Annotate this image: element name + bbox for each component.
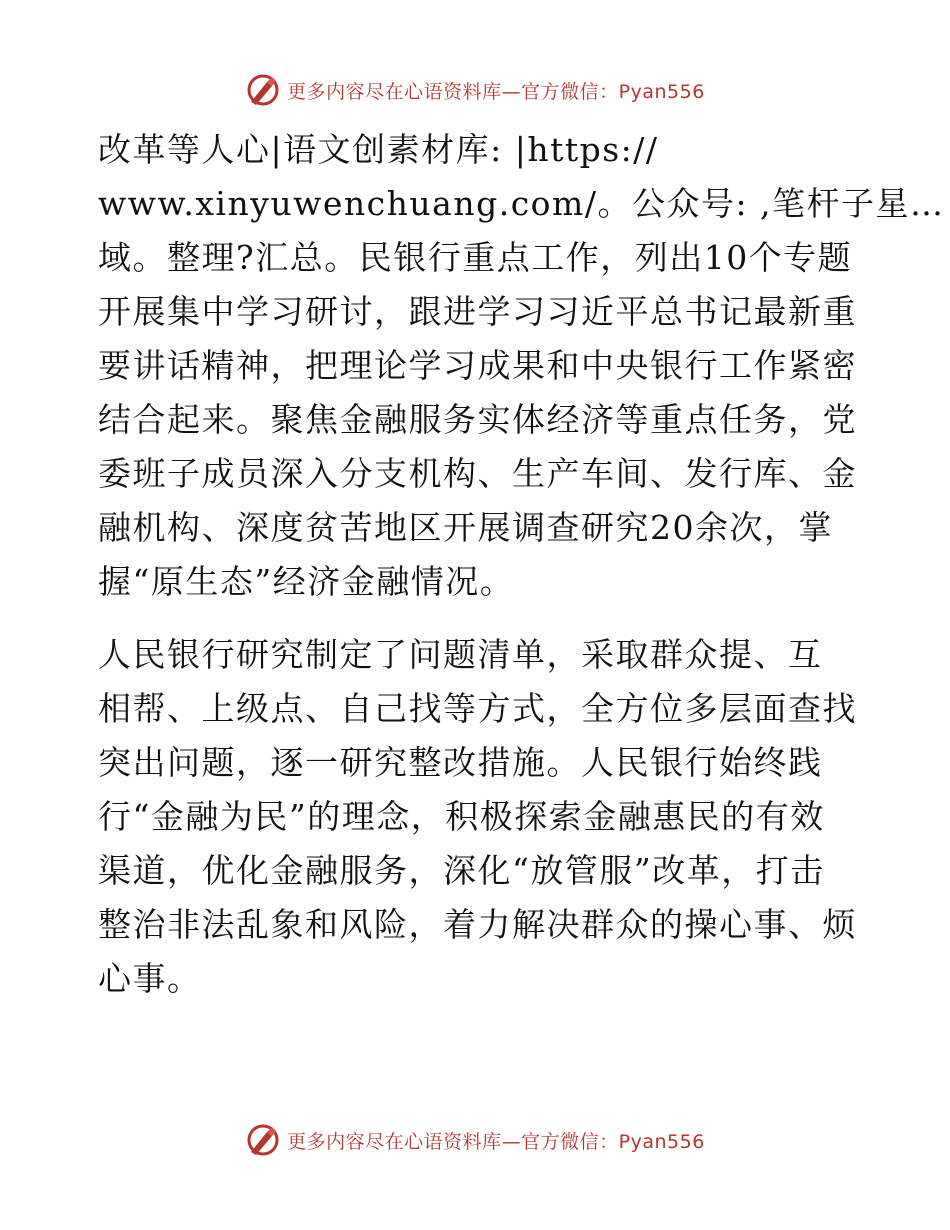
paragraph-2 — [98, 628, 858, 1006]
header-banner-text: 更多内容尽在心语资料库—官方微信：Pyan556 — [287, 80, 705, 103]
pen-logo-icon — [245, 72, 281, 108]
text-line: 握“原生态”经济金融情况。 — [98, 562, 515, 601]
text-line: 人民银行研究制定了问题清单，采取群众提、互 — [98, 635, 823, 674]
text-line: 改革等人心|语文创素材库: |https:// — [98, 130, 659, 169]
text-line: 开展集中学习研讨，跟进学习习近平总书记最新重 — [98, 292, 857, 331]
document-body — [98, 123, 945, 1006]
text-line: 结合起来。聚焦金融服务实体经济等重点任务，党 — [98, 400, 857, 439]
paragraph-1 — [98, 123, 945, 609]
footer-banner — [0, 1118, 950, 1162]
text-line: 渠道，优化金融服务，深化“放管服”改革，打击 — [98, 851, 825, 890]
text-line: 整治非法乱象和风险，着力解决群众的操心事、烦 — [98, 905, 857, 944]
pen-logo-icon — [245, 1122, 281, 1158]
header-banner — [0, 68, 950, 112]
text-line: 行“金融为民”的理念，积极探索金融惠民的有效 — [98, 797, 825, 836]
text-line: www.xinyuwenchuang.com/。公众号: ,笔杆子星… — [98, 184, 945, 223]
footer-banner-text: 更多内容尽在心语资料库—官方微信：Pyan556 — [287, 1130, 705, 1153]
text-line: 委班子成员深入分支机构、生产车间、发行库、金 — [98, 454, 857, 493]
text-line: 心事。 — [98, 959, 202, 998]
text-line: 相帮、上级点、自己找等方式，全方位多层面查找 — [98, 689, 857, 728]
text-line: 突出问题，逐一研究整改措施。人民银行始终践 — [98, 743, 823, 782]
text-line: 要讲话精神，把理论学习成果和中央银行工作紧密 — [98, 346, 857, 385]
text-line: 域。整理?汇总。民银行重点工作，列出10个专题 — [98, 238, 853, 277]
text-line: 融机构、深度贫苦地区开展调查研究20余次，掌 — [98, 508, 833, 547]
